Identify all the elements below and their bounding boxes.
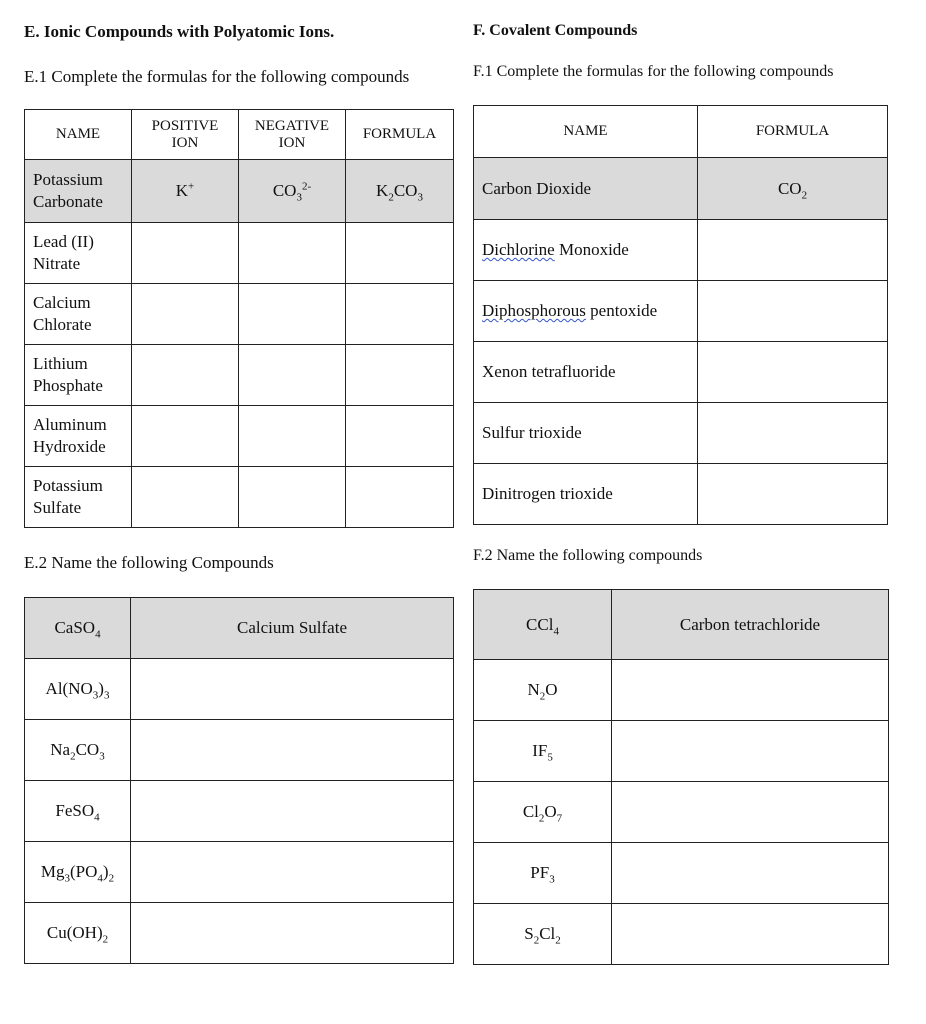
- table-row: [25, 406, 454, 467]
- table-row: [474, 220, 888, 281]
- table-row: [25, 720, 454, 781]
- answer-cell[interactable]: [131, 842, 454, 903]
- f1-instruction: F.1 Complete the formulas for the following compounds: [473, 63, 834, 80]
- answer-cell[interactable]: [131, 659, 454, 720]
- formula-cell[interactable]: [698, 403, 888, 464]
- answer-cell[interactable]: [612, 904, 889, 965]
- positive-ion-cell[interactable]: [132, 406, 239, 467]
- compound-name: Calcium Sulfate: [131, 598, 454, 659]
- f1-table: [473, 105, 888, 525]
- formula-cell[interactable]: [346, 223, 454, 284]
- table-row: [474, 904, 889, 965]
- formula-cell: $S_2Cl_2$: [474, 904, 612, 965]
- formula-cell: $Cl_2O_7$: [474, 782, 612, 843]
- formula-cell: $IF_5$: [474, 721, 612, 782]
- table-row: [25, 345, 454, 406]
- formula-cell: $PF_3$: [474, 843, 612, 904]
- table-row: [25, 842, 454, 903]
- formula-cell[interactable]: [698, 464, 888, 525]
- negative-ion-cell[interactable]: [239, 223, 346, 284]
- compound-name: Dinitrogen trioxide: [474, 464, 698, 525]
- formula-cell[interactable]: [346, 467, 454, 528]
- compound-name: Lead (II) Nitrate: [25, 223, 132, 284]
- f2-table: [473, 589, 889, 965]
- header-name: NAME: [474, 106, 698, 158]
- compound-name: Potassium Sulfate: [25, 467, 132, 528]
- e1-instruction: E.1 Complete the formulas for the following compounds: [24, 67, 410, 86]
- compound-name: Carbon tetrachloride: [612, 590, 889, 660]
- formula-cell[interactable]: [698, 220, 888, 281]
- spellcheck-word: Diphosphorous: [482, 301, 586, 320]
- formula-cell: CCl$_4$: [474, 590, 612, 660]
- table-row: [25, 903, 454, 964]
- table-row: [474, 590, 889, 660]
- table-row: [474, 158, 888, 220]
- e1-table: [24, 109, 454, 528]
- table-row: [474, 843, 889, 904]
- compound-name: Xenon tetrafluoride: [474, 342, 698, 403]
- table-row: [474, 281, 888, 342]
- formula-cell: $Al(NO_3)_3$: [25, 659, 131, 720]
- table-row: [474, 782, 889, 843]
- positive-ion-cell: K+: [132, 160, 239, 223]
- negative-ion-cell: $CO_3^{2-}$: [239, 160, 346, 223]
- formula-cell[interactable]: [346, 345, 454, 406]
- formula-cell: $K_2CO_3$: [346, 160, 454, 223]
- table-row: [474, 342, 888, 403]
- formula-cell[interactable]: [698, 342, 888, 403]
- formula-cell: $CO_2$: [698, 158, 888, 220]
- compound-name: Lithium Phosphate: [25, 345, 132, 406]
- table-row: [25, 223, 454, 284]
- section-e-title: E. Ionic Compounds with Polyatomic Ions.: [24, 22, 335, 41]
- answer-cell[interactable]: [612, 782, 889, 843]
- formula-cell[interactable]: [698, 281, 888, 342]
- negative-ion-cell[interactable]: [239, 467, 346, 528]
- section-f-title: F. Covalent Compounds: [473, 22, 638, 39]
- header-negative-ion: NEGATIVE ION: [239, 110, 346, 160]
- e2-instruction: E.2 Name the following Compounds: [24, 553, 274, 572]
- positive-ion-cell[interactable]: [132, 467, 239, 528]
- compound-name: Carbon Dioxide: [474, 158, 698, 220]
- positive-ion-cell[interactable]: [132, 223, 239, 284]
- header-positive-ion: POSITIVE ION: [132, 110, 239, 160]
- answer-cell[interactable]: [612, 721, 889, 782]
- compound-name: Calcium Chlorate: [25, 284, 132, 345]
- formula-cell: $Mg_3(PO_4)_2$: [25, 842, 131, 903]
- table-row: [474, 721, 889, 782]
- table-row: [474, 403, 888, 464]
- formula-cell[interactable]: [346, 284, 454, 345]
- formula-cell[interactable]: [346, 406, 454, 467]
- header-formula: FORMULA: [698, 106, 888, 158]
- compound-name: Aluminum Hydroxide: [25, 406, 132, 467]
- table-row: [25, 659, 454, 720]
- compound-name: Dichlorine Monoxide: [474, 220, 698, 281]
- table-row: [474, 660, 889, 721]
- header-name: NAME: [25, 110, 132, 160]
- compound-name: Diphosphorous pentoxide: [474, 281, 698, 342]
- formula-cell: $N_2O$: [474, 660, 612, 721]
- answer-cell[interactable]: [131, 781, 454, 842]
- formula-cell: $Na_2CO_3$: [25, 720, 131, 781]
- negative-ion-cell[interactable]: [239, 406, 346, 467]
- negative-ion-cell[interactable]: [239, 284, 346, 345]
- positive-ion-cell[interactable]: [132, 284, 239, 345]
- formula-cell: $Cu(OH)_2$: [25, 903, 131, 964]
- positive-ion-cell[interactable]: [132, 345, 239, 406]
- answer-cell[interactable]: [612, 843, 889, 904]
- table-row: [25, 781, 454, 842]
- spellcheck-word: Dichlorine: [482, 240, 555, 259]
- formula-cell: CaSO$_4$: [25, 598, 131, 659]
- answer-cell[interactable]: [612, 660, 889, 721]
- e2-table: [24, 597, 454, 964]
- table-row: [474, 464, 888, 525]
- compound-name: Sulfur trioxide: [474, 403, 698, 464]
- table-row: [25, 598, 454, 659]
- compound-name: Potassium Carbonate: [25, 160, 132, 223]
- answer-cell[interactable]: [131, 903, 454, 964]
- table-row: [25, 160, 454, 223]
- table-row: [25, 284, 454, 345]
- negative-ion-cell[interactable]: [239, 345, 346, 406]
- answer-cell[interactable]: [131, 720, 454, 781]
- formula-cell: FeSO$_4$: [25, 781, 131, 842]
- f2-instruction: F.2 Name the following compounds: [473, 547, 703, 564]
- table-row: [25, 467, 454, 528]
- header-formula: FORMULA: [346, 110, 454, 160]
